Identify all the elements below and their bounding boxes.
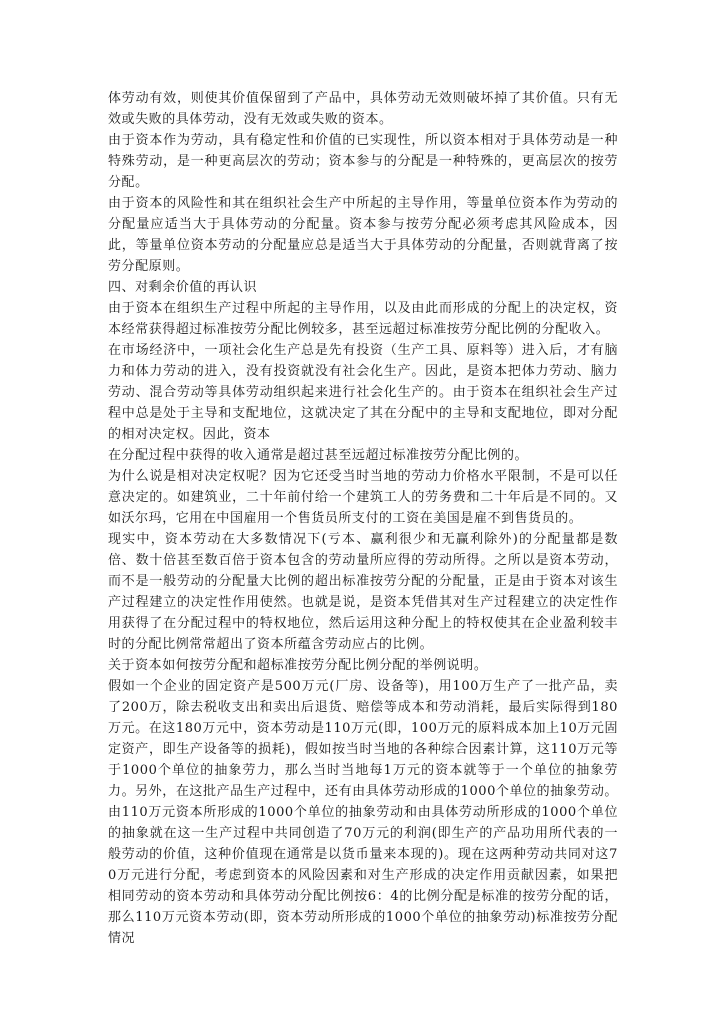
paragraph: 为什么说是相对决定权呢？因为它还受当时当地的劳动力价格水平限制，不是可以任意决定的。如建筑业，二十年前付给一个建筑工人的劳务费和二十年后是不同的。又如沃尔玛，它用在中国雇用一个售货员所支付的工资在美国是雇不到售货员的。 — [108, 469, 618, 526]
paragraph: 由于资本在组织生产过程中所起的主导作用，以及由此而形成的分配上的决定权，资本经常获得超过标准按劳分配比例较多，甚至远超过标准按劳分配比例的分配收入。 — [108, 301, 618, 337]
paragraph: 由于资本作为劳动，具有稳定性和价值的已实现性，所以资本相对于具体劳动是一种特殊劳动，是一种更高层次的劳动；资本参与的分配是一种特殊的，更高层次的按劳分配。 — [108, 133, 618, 190]
paragraph: 现实中，资本劳动在大多数情况下(亏本、赢利很少和无赢利除外)的分配量都是数倍、数十倍甚至数百倍于资本包含的劳动量所应得的劳动所得。之所以是资本劳动，而不是一般劳动的分配量大比例的超出标准按劳分配的分配量，正是由于资本对该生产过程建立的决定性作用使然。也就是说，是资本凭借其对生产过程建立的决定性作用获得了在分配过程中的特权地位，然后运用这种分配上的特权使其在企业盈利较丰时的分配比例常常超出了资本所蕴含劳动应占的比例。 — [108, 532, 618, 652]
document-page — [108, 88, 618, 949]
paragraph: 在市场经济中，一项社会化生产总是先有投资（生产工具、原料等）进入后，才有脑力和体力劳动的进入，没有投资就没有社会化生产。因此，是资本把体力劳动、脑力劳动、混合劳动等具体劳动组织起来进行社会化生产的。由于资本在组织社会生产过程中总是处于主导和支配地位，这就决定了其在分配中的主导和支配地位，即对分配的相对决定权。因此，资本 — [108, 343, 618, 442]
section-heading: 四、对剩余价值的再认识 — [108, 280, 258, 295]
paragraph: 体劳动有效，则使其价值保留到了产品中，具体劳动无效则破坏掉了其价值。只有无效或失败的具体劳动，没有无效或失败的资本。 — [108, 91, 618, 127]
paragraph: 在分配过程中获得的收入通常是超过甚至远超过标准按劳分配比例的。 — [108, 448, 529, 463]
paragraph: 关于资本如何按劳分配和超标准按劳分配比例分配的举例说明。 — [108, 658, 488, 673]
paragraph: 由于资本的风险性和其在组织社会生产中所起的主导作用，等量单位资本作为劳动的分配量应适当大于具体劳动的分配量。资本参与按劳分配必须考虑其风险成本，因此，等量单位资本劳动的分配量应总是适当大于具体劳动的分配量，否则就背离了按劳分配原则。 — [108, 196, 618, 274]
paragraph: 假如一个企业的固定资产是500万元(厂房、设备等)，用100万生产了一批产品，卖了200万，除去税收支出和卖出后退货、赔偿等成本和劳动消耗，最后实际得到180万元。在这180万元中，资本劳动是110万元(即，100万元的原料成本加上10万元固定资产，即生产设备等的损耗)，假如按当时当地的各种综合因素计算，这110万元等于1000个单位的抽象劳力，那么当时当地每1万元的资本就等于一个单位的抽象劳力。另外，在这批产品生产过程中，还有由具体劳动形成的1000个单位的抽象劳动。由110万元资本所形成的1000个单位的抽象劳动和由具体劳动所形成的1000个单位的抽象就在这一生产过程中共同创造了70万元的利润(即生产的产品功用所代表的一般劳动的价值，这种价值现在通常是以货币量来本现的)。现在这两种劳动共同对这70万元进行分配，考虑到资本的风险因素和对生产形成的决定作用贡献因素，如果把相同劳动的资本劳动和具体劳动分配比例按6：4的比例分配是标准的按劳分配的话，那么110万元资本劳动(即，资本劳动所形成的1000个单位的抽象劳动)标准按劳分配情况 — [108, 679, 618, 946]
